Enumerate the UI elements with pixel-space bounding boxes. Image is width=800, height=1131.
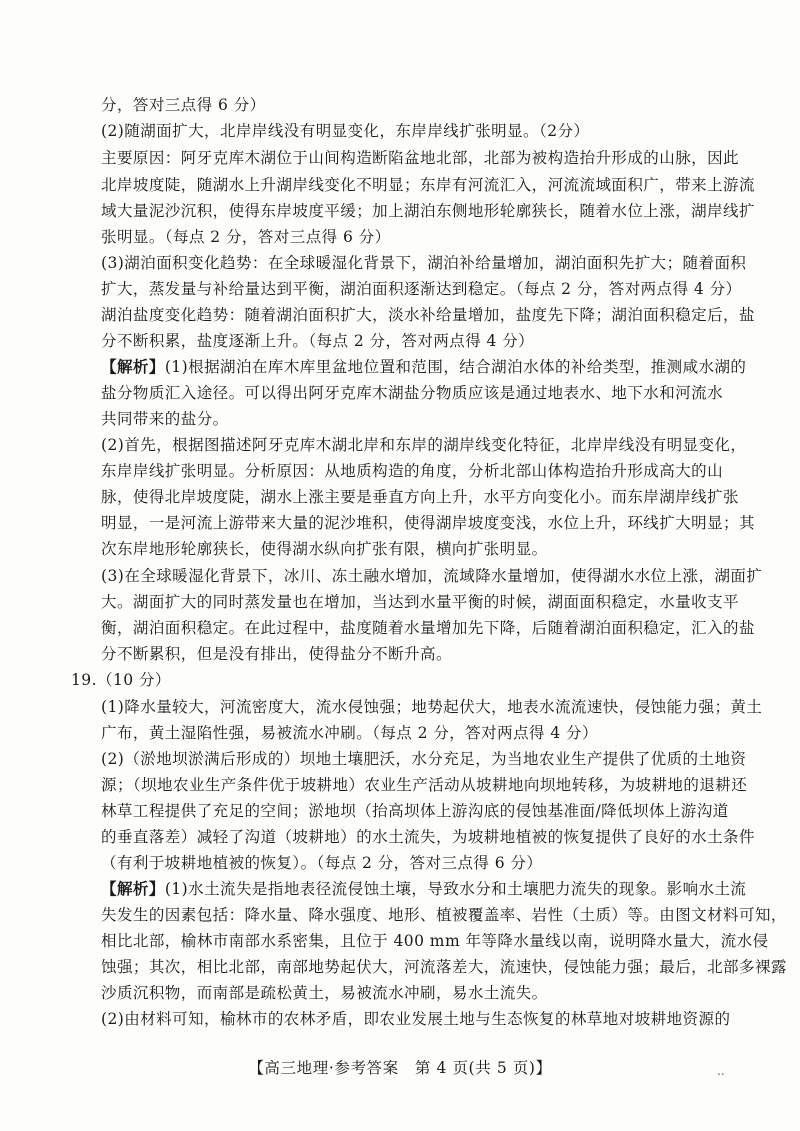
question-number: 19.（10 分） xyxy=(71,671,171,689)
text-line: 脉，使得北岸坡度陡，湖水上涨主要是垂直方向上升，水平方向变化小。而东岸湖岸线扩张 xyxy=(101,488,740,506)
analysis-line xyxy=(101,879,747,899)
text-line: (3)湖泊面积变化趋势：在全球暖湿化背景下，湖泊补给量增加，湖泊面积先扩大；随着面积 xyxy=(101,254,747,272)
text-line: (3)在全球暖湿化背景下，冰川、冻土融水增加，流域降水量增加，使得湖水水位上涨，湖面扩 xyxy=(101,567,763,585)
text-line: (2)首先，根据图描述阿牙克库木湖北岸和东岸的湖岸线变化特征，北岸岸线没有明显变化， xyxy=(101,436,747,454)
text-line: 衡，湖泊面积稳定。在此过程中，盐度随着水量增加先下降，后随着湖泊面积稳定，汇入的盐 xyxy=(101,619,755,637)
text-line: 沙质沉积物，而南部是疏松黄土，易被流水冲刷，易水土流失。 xyxy=(101,984,548,1002)
analysis-text: (1)根据湖泊在库木库里盆地位置和范围，结合湖泊水体的补给类型，推测咸水湖的 xyxy=(164,358,747,376)
text-line: 北岸坡度陡，随湖水上升湖岸线变化不明显；东岸有河流汇入，河流流域面积广，带来上游流 xyxy=(101,176,755,194)
text-line: (2)由材料可知，榆林市的农林矛盾，即农业发展土地与生态恢复的林草地对坡耕地资源的 xyxy=(101,1010,731,1028)
analysis-label: 【解析】 xyxy=(101,879,165,898)
text-line: 分不断积累，盐度逐渐上升。（每点 2 分，答对两点得 4 分） xyxy=(101,332,535,350)
text-line: 共同带来的盐分。 xyxy=(101,410,229,428)
text-line: 林草工程提供了充足的空间；淤地坝（抬高坝体上游沟底的侵蚀基准面/降低坝体上游沟道 xyxy=(101,802,729,820)
text-line: 大。湖面扩大的同时蒸发量也在增加，当达到水量平衡的时候，湖面面积稳定，水量收支平 xyxy=(101,593,740,611)
text-line: 湖泊盐度变化趋势：随着湖泊面积扩大，淡水补给量增加，盐度先下降；湖泊面积稳定后，盐 xyxy=(101,306,755,324)
text-line: （有利于坡耕地植被的恢复）。（每点 2 分，答对三点得 6 分） xyxy=(101,854,543,872)
text-line: 相比北部，榆林市南部水系密集，且位于 400 mm 年等降水量线以南，说明降水量大，流水侵 xyxy=(101,932,769,950)
text-line: 明显，一是河流上游带来大量的泥沙堆积，使得湖岸坡度变浅，水位上升，环线扩大明显；其 xyxy=(101,514,755,532)
text-line: 次东岸地形轮廓狭长，使得湖水纵向扩张有限，横向扩张明显。 xyxy=(101,540,548,558)
text-line: 源；（坝地农业生产条件优于坡耕地）农业生产活动从坡耕地向坝地转移，为坡耕地的退耕还 xyxy=(101,776,748,794)
text-line: (1)降水量较大，河流密度大，流水侵蚀强；地势起伏大，地表水流流速快，侵蚀能力强；黄土 xyxy=(101,698,763,716)
corner-mark: .. xyxy=(717,1064,725,1078)
page-footer: 【高三地理·参考答案 第 4 页(共 5 页)】 xyxy=(248,1059,552,1077)
analysis-text: (1)水土流失是指地表径流侵蚀土壤，导致水分和土壤肥力流失的现象。影响水土流 xyxy=(164,880,747,898)
text-line: (2)（淤地坝淤满后形成的）坝地土壤肥沃，水分充足，为当地农业生产提供了优质的土地资 xyxy=(101,750,747,768)
text-line: 分不断累积，但是没有排出，使得盐分不断升高。 xyxy=(101,645,452,663)
text-line: 东岸岸线扩张明显。分析原因：从地质构造的角度，分析北部山体构造抬升形成高大的山 xyxy=(101,462,724,480)
text-line: 扩大，蒸发量与补给量达到平衡，湖泊面积逐渐达到稳定。（每点 2 分，答对两点得 4 分） xyxy=(101,280,742,298)
analysis-line xyxy=(101,357,747,377)
text-line: 主要原因：阿牙克库木湖位于山间构造断陷盆地北部，北部为被构造抬升形成的山脉，因此 xyxy=(101,149,740,167)
analysis-label: 【解析】 xyxy=(101,357,165,376)
text-line: 域大量泥沙沉积，使得东岸坡度平缓；加上湖泊东侧地形轮廓狭长，随着水位上涨，湖岸线扩 xyxy=(101,202,755,220)
text-line: 分，答对三点得 6 分） xyxy=(101,96,266,114)
text-line: 蚀强；其次，相比北部，南部地势起伏大，河流落差大，流速快，侵蚀能力强；最后，北部多裸露 xyxy=(101,958,787,976)
text-line: 广布，黄土湿陷性强，易被流水冲刷。（每点 2 分，答对两点得 4 分） xyxy=(101,724,598,742)
text-line: (2)随湖面扩大，北岸岸线没有明显变化，东岸岸线扩张明显。（2分） xyxy=(101,122,590,140)
text-line: 盐分物质汇入途径。可以得出阿牙克库木湖盐分物质应该是通过地表水、地下水和河流水 xyxy=(101,384,724,402)
text-line: 的垂直落差）减轻了沟道（坡耕地）的水土流失，为坡耕地植被的恢复提供了良好的水土条件 xyxy=(101,828,755,846)
text-line: 失发生的因素包括：降水量、降水强度、地形、植被覆盖率、岩性（土质）等。由图文材料可知， xyxy=(101,906,787,924)
text-line: 张明显。（每点 2 分，答对三点得 6 分） xyxy=(101,228,391,246)
